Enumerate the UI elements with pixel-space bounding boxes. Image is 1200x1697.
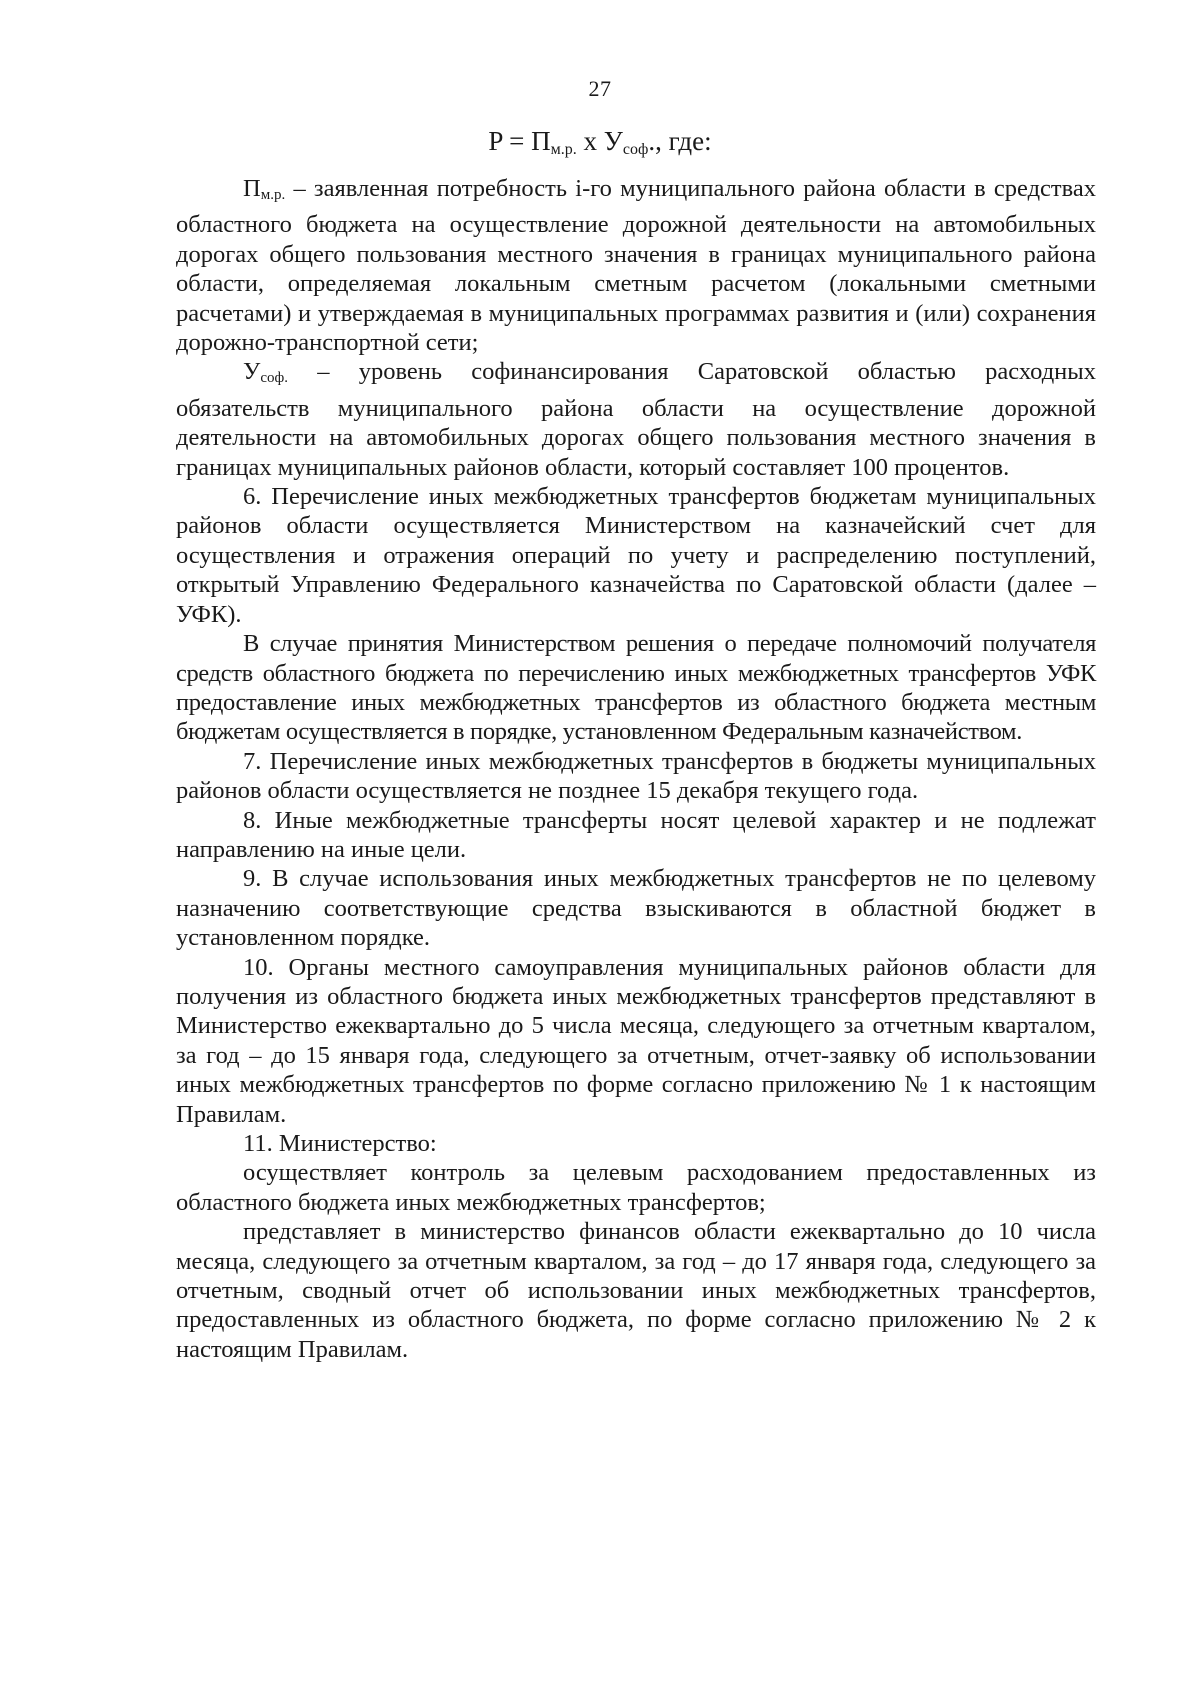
page-number: 27 — [588, 76, 612, 101]
definition-text: – заявленная потребность i-го муниципального района области в средствах областного бюджета на осуществление дорожной деятельности на автомобильных дорогах общего пользования местного значения в границах муниципального района области, определяемая локальным сметным расчетом (локальными сметными расчетами) и утверждаемая в муниципальных программах развития и (или) сохранения дорожно-транспортной сети; — [176, 175, 1096, 357]
paragraph-11-report: представляет в министерство финансов области ежеквартально до 10 числа месяца, следующего за отчетным кварталом, за год – до 17 января года, следующего за отчетным, сводный отчет об использовании иных межбюджетных трансфертов, предоставленных из областного бюджета, по форме согласно приложению № 2 к настоящим Правилам. — [176, 1218, 1096, 1363]
formula-sub-sof: соф — [622, 141, 649, 158]
document-body — [176, 174, 1096, 1364]
definition-p-mr — [176, 174, 1096, 357]
paragraph-10: 10. Органы местного самоуправления муниципальных районов области для получения из областного бюджета иных межбюджетных трансфертов представляют в Министерство ежеквартально до 5 числа месяца, следующего за отчетным кварталом, за год – до 15 января года, следующего за отчетным, отчет-заявку об использовании иных межбюджетных трансфертов по форме согласно приложению № 1 к настоящим Правилам. — [176, 953, 1096, 1128]
symbol-subscript: м.р. — [260, 187, 286, 203]
symbol-p-mr — [243, 175, 285, 202]
symbol-letter: У — [243, 358, 261, 386]
definition-u-sof — [176, 357, 1096, 482]
paragraph-11: 11. Министерство: — [243, 1130, 437, 1157]
formula-mid: х У — [576, 126, 623, 156]
paragraph-9: 9. В случае использования иных межбюджетных трансфертов не по целевому назначению соответствующие средства взыскиваются в областной бюджет в установленном порядке. — [176, 865, 1096, 952]
definition-text: – уровень софинансирования Саратовской областью расходных обязательств муниципального района области на осуществление дорожной деятельности на автомобильных дорогах общего пользования местного значения в границах муниципальных районов области, который составляет 100 процентов. — [176, 358, 1096, 481]
paragraph-6: 6. Перечисление иных межбюджетных трансфертов бюджетам муниципальных районов области осуществляется Министерством на казначейский счет для осуществления и отражения операций по учету и распределению поступлений, открытый Управлению Федерального казначейства по Саратовской области (далее – УФК). — [176, 483, 1096, 628]
formula-sub-mr: м.р. — [550, 141, 577, 158]
paragraph-7: 7. Перечисление иных межбюджетных трансфертов в бюджеты муниципальных районов области осуществляется не позднее 15 декабря текущего года. — [176, 747, 1096, 805]
formula-rhs: ., где: — [648, 126, 712, 156]
symbol-letter: П — [243, 175, 261, 202]
paragraph-11-control: осуществляет контроль за целевым расходованием предоставленных из областного бюджета иных межбюджетных трансфертов; — [176, 1159, 1096, 1216]
formula — [0, 126, 1200, 159]
symbol-subscript: соф. — [260, 370, 288, 387]
paragraph-8: 8. Иные межбюджетные трансферты носят целевой характер и не подлежат направлению на иные цели. — [176, 806, 1096, 863]
paragraph-6-treasury: В случае принятия Министерством решения о передаче полномочий получателя средств областного бюджета по перечислению иных межбюджетных трансфертов УФК предоставление иных межбюджетных трансфертов из областного бюджета местным бюджетам осуществляется в порядке, установленном Федеральным казначейством. — [176, 630, 1096, 746]
formula-lhs: P = П — [488, 126, 551, 156]
symbol-u-sof — [243, 358, 288, 385]
